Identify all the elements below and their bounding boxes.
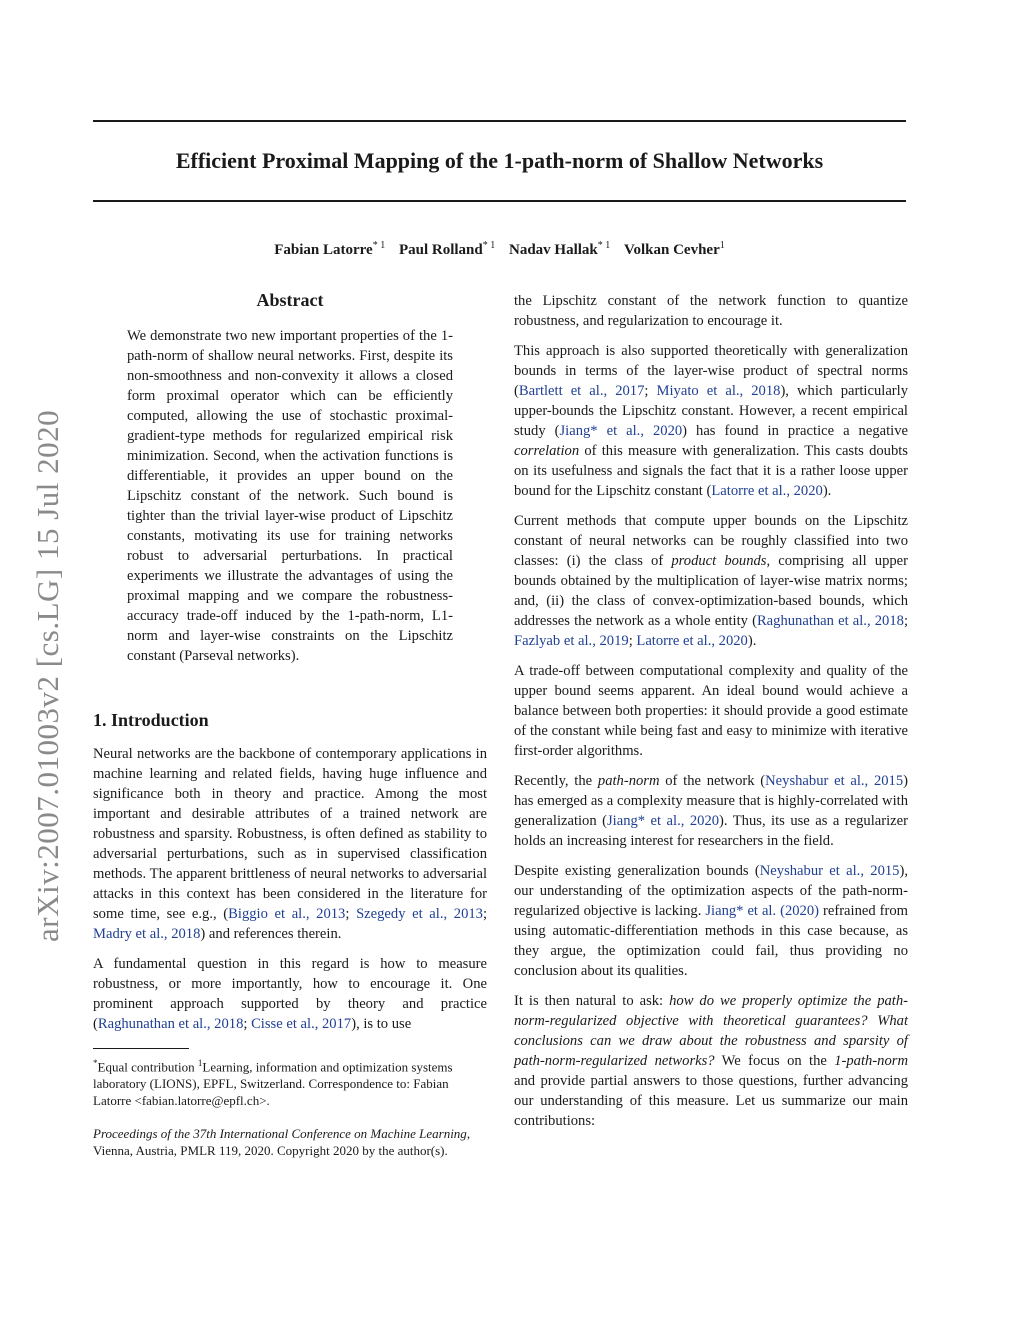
citation-link[interactable]: Madry et al., 2018 [93, 926, 201, 942]
footnote-rule [93, 1048, 189, 1049]
body-paragraph: A trade-off between computational complexity and quality of the upper bound seems apparent. An ideal bound would achieve a balance between both properties: it should provide a good estimate of the constant while being fast and easy to minimize with iterative first-order algorithms. [514, 663, 908, 759]
intro-paragraph: A fundamental question in this regard is how to measure robustness, or more importantly, how to encourage it. One prominent approach supported by theory and practice (Raghunathan et al., 2018; Cisse et al., 2017), is to use [93, 956, 487, 1032]
intro-paragraph: Neural networks are the backbone of contemporary applications in machine learning and related fields, having huge influence and significance both in theory and practice. Among the most important and desirable attributes of a trained network are robustness and sparsity. Robustness, is often defined as stability to adversarial perturbations, such as in supervised classification methods. The apparent brittleness of neural networks to adversarial attacks in this context has been considered in the literature for some time, see e.g., (Biggio et al., 2013; Szegedy et al., 2013; Madry et al., 2018) and references therein. [93, 746, 488, 942]
section-heading-introduction: 1. Introduction [93, 710, 209, 730]
body-paragraph: the Lipschitz constant of the network function to quantize robustness, and regularization to encourage it. [514, 293, 908, 329]
body-paragraph: Despite existing generalization bounds (Neyshabur et al., 2015), our understanding of the optimization aspects of the path-norm-regularized objective is lacking. Jiang* et al. (2020) refrained from using automatic-differentiation methods in this case because, as they argue, the optimization could fail, thus providing no conclusion about its qualities. [514, 863, 908, 979]
citation-link[interactable]: Latorre et al., 2020 [711, 483, 823, 499]
title-rule-top [93, 120, 906, 122]
abstract-heading: Abstract [256, 290, 324, 310]
left-column [93, 288, 487, 1159]
paper-title: Efficient Proximal Mapping of the 1-path-norm of Shallow Networks [175, 148, 824, 173]
citation-link[interactable]: Jiang* et al. (2020) [705, 903, 820, 919]
right-column [514, 291, 908, 1141]
citation-link[interactable]: Neyshabur et al., 2015 [765, 773, 904, 789]
author: Volkan Cevher$^1$ [624, 240, 725, 258]
title-rule-bottom [93, 200, 906, 202]
author: Fabian Latorre$^{* 1}$ [274, 240, 386, 258]
citation-link[interactable]: Biggio et al., 2013 [228, 906, 346, 922]
author-list [93, 236, 906, 260]
citation-link[interactable]: Jiang* et al., 2020 [559, 423, 683, 439]
citation-link[interactable]: Bartlett et al., 2017 [518, 383, 645, 399]
citation-link[interactable]: Szegedy et al., 2013 [356, 906, 483, 922]
citation-link[interactable]: Cisse et al., 2017 [251, 1016, 352, 1032]
body-paragraph: It is then natural to ask: how do we properly optimize the path-norm-regularized objective with theoretical guarantees? What conclusions can we draw about the robustness and sparsity of path-norm-regularized networks? We focus on the 1-path-norm and provide partial answers to those questions, further advancing our understanding of this measure. Let us summarize our main contributions: [514, 993, 908, 1129]
footnote-affiliation: *Equal contribution $^1$Learning, information and optimization systems laboratory (LIONS), EPFL, Switzerland. Correspondence to: Fabian Latorre <fabian.latorre@epfl.ch>. [93, 1058, 453, 1109]
author: Nadav Hallak$^{* 1}$ [509, 240, 611, 258]
citation-link[interactable]: Latorre et al., 2020 [636, 633, 748, 649]
citation-link[interactable]: Raghunathan et al., 2018 [97, 1016, 244, 1032]
body-paragraph: Recently, the path-norm of the network (Neyshabur et al., 2015) has emerged as a complexity measure that is highly-correlated with generalization (Jiang* et al., 2020). Thus, its use as a regularizer holds an increasing interest for researchers in the field. [514, 773, 909, 849]
citation-link[interactable]: Jiang* et al., 2020 [606, 813, 720, 829]
arxiv-watermark: arXiv:2007.01003v2 [cs.LG] 15 Jul 2020 [30, 409, 65, 942]
citation-link[interactable]: Raghunathan et al., 2018 [756, 613, 904, 629]
body-paragraph: Current methods that compute upper bounds on the Lipschitz constant of neural networks can be roughly classified into two classes: (i) the class of product bounds, comprising all upper bounds obtained by the multiplication of layer-wise matrix norms; and, (ii) the class of convex-optimization-based bounds, which addresses the network as a whole entity (Raghunathan et al., 2018; Fazlyab et al., 2019; Latorre et al., 2020). [514, 513, 909, 649]
author: Paul Rolland$^{* 1}$ [398, 240, 496, 258]
footnote-proceedings: Proceedings of the 37th International Conference on Machine Learning, Vienna, Austria, PMLR 119, 2020. Copyright 2020 by the author(s). [93, 1126, 471, 1159]
citation-link[interactable]: Fazlyab et al., 2019 [514, 633, 629, 649]
body-paragraph: This approach is also supported theoretically with generalization bounds in terms of the layer-wise product of spectral norms (Bartlett et al., 2017; Miyato et al., 2018), which particularly upper-bounds the Lipschitz constant. However, a recent empirical study (Jiang* et al., 2020) has found in practice a negative correlation of this measure with generalization. This casts doubts on its usefulness and signals the fact that it is a rather loose upper bound for the Lipschitz constant (Latorre et al., 2020). [514, 343, 909, 499]
citation-link[interactable]: Miyato et al., 2018 [656, 383, 781, 399]
citation-link[interactable]: Neyshabur et al., 2015 [759, 863, 900, 879]
abstract-text: We demonstrate two new important properties of the 1-path-norm of shallow neural networks. First, despite its non-smoothness and non-convexity it allows a closed form proximal operator which can be efficiently computed, allowing the use of stochastic proximal-gradient-type methods for regularized empirical risk minimization. Second, when the activation functions is differentiable, it provides an upper bound on the Lipschitz constant of the network. Such bound is tighter than the trivial layer-wise product of Lipschitz constants, motivating its use for training networks robust to adversarial perturbations. In practical experiments we illustrate the advantages of using the proximal mapping and we compare the robustness-accuracy trade-off induced by the 1-path-norm, L1-norm and layer-wise constraints on the Lipschitz constant (Parseval networks). [127, 328, 453, 664]
